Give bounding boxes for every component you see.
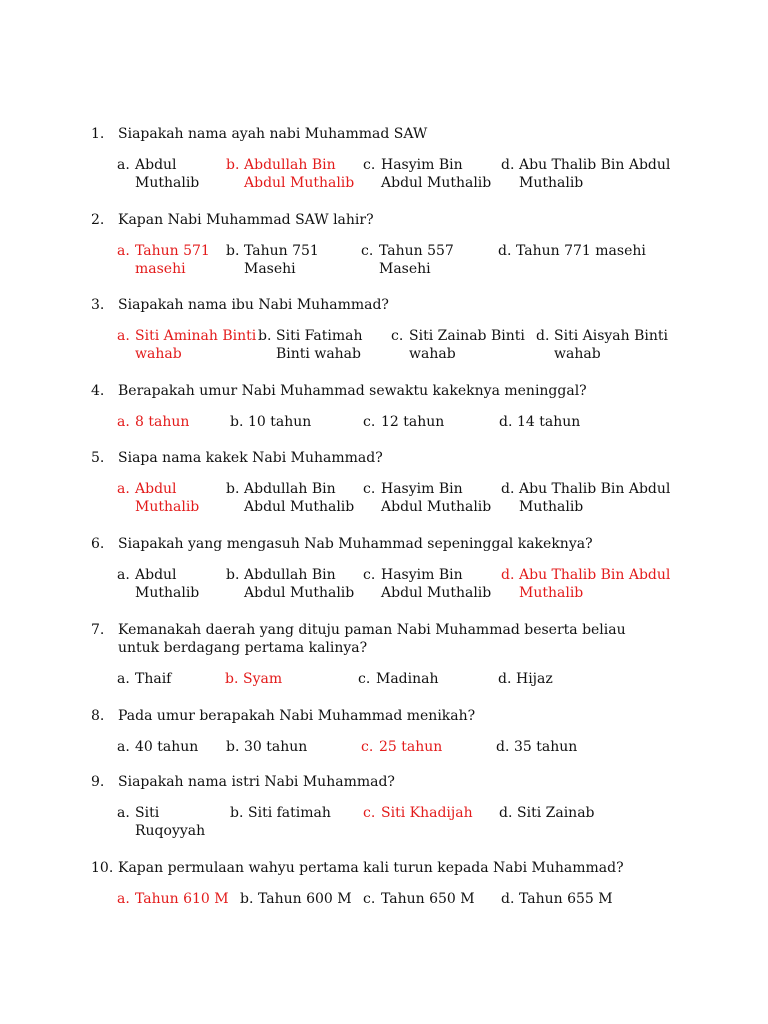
option-text: 14 tahun bbox=[517, 414, 581, 430]
option-letter: a. bbox=[117, 243, 130, 259]
option-letter: c. bbox=[391, 328, 404, 344]
option-letter: b. bbox=[226, 739, 240, 755]
option-text: Abdul Muthalib bbox=[244, 585, 355, 601]
option-text: Tahun 600 M bbox=[258, 891, 352, 907]
option-letter: d. bbox=[499, 805, 513, 821]
option-text: 10 tahun bbox=[248, 414, 312, 430]
option-letter: b. bbox=[240, 891, 254, 907]
option-text: Abdul Muthalib bbox=[381, 175, 492, 191]
option-text: Abu Thalib Bin Abdul bbox=[519, 481, 671, 497]
option-text: 35 tahun bbox=[514, 739, 578, 755]
question-text: Berapakah umur Nabi Muhammad sewaktu kakeknya meninggal? bbox=[118, 383, 587, 399]
option-text: Masehi bbox=[379, 261, 431, 277]
option-text: 12 tahun bbox=[381, 414, 445, 430]
option-text: Binti wahab bbox=[276, 346, 361, 362]
question-number: 1. bbox=[91, 126, 105, 142]
option-letter: b. bbox=[226, 157, 240, 173]
option-letter: c. bbox=[363, 567, 376, 583]
question-number: 7. bbox=[91, 622, 105, 638]
option-text: Thaif bbox=[135, 671, 172, 687]
option-letter: d. bbox=[501, 481, 515, 497]
option-text: Tahun 655 M bbox=[519, 891, 613, 907]
question-number: 10. bbox=[91, 860, 114, 876]
option-text: Ruqoyyah bbox=[135, 823, 206, 839]
option-text: Tahun 650 M bbox=[381, 891, 475, 907]
option-text: Siti fatimah bbox=[248, 805, 331, 821]
option-text: Siti Zainab Binti bbox=[409, 328, 525, 344]
option-text: masehi bbox=[135, 261, 186, 277]
option-letter: a. bbox=[117, 739, 130, 755]
option-text: Siti Aisyah Binti bbox=[554, 328, 669, 344]
option-text: Tahun 571 bbox=[135, 243, 210, 259]
question-number: 5. bbox=[91, 450, 105, 466]
option-letter: d. bbox=[501, 157, 515, 173]
option-letter: d. bbox=[501, 891, 515, 907]
option-letter: d. bbox=[498, 243, 512, 259]
option-letter: c. bbox=[363, 481, 376, 497]
option-text: wahab bbox=[409, 346, 456, 362]
option-letter: c. bbox=[358, 671, 371, 687]
option-text: Abdul Muthalib bbox=[244, 175, 355, 191]
option-text: wahab bbox=[554, 346, 601, 362]
option-text: Syam bbox=[243, 671, 283, 687]
option-text: Siti bbox=[135, 805, 160, 821]
option-letter: b. bbox=[225, 671, 239, 687]
option-text: Siti Aminah Binti bbox=[135, 328, 257, 344]
option-text: Tahun 751 bbox=[244, 243, 319, 259]
option-text: 25 tahun bbox=[379, 739, 443, 755]
option-text: Abdul Muthalib bbox=[381, 499, 492, 515]
option-letter: c. bbox=[361, 243, 374, 259]
question-text: Kapan Nabi Muhammad SAW lahir? bbox=[118, 212, 374, 228]
option-letter: a. bbox=[117, 891, 130, 907]
option-letter: d. bbox=[498, 671, 512, 687]
option-text: Masehi bbox=[244, 261, 296, 277]
option-text: Abdullah Bin bbox=[244, 567, 336, 583]
option-letter: a. bbox=[117, 805, 130, 821]
option-letter: b. bbox=[226, 481, 240, 497]
option-letter: b. bbox=[230, 414, 244, 430]
option-letter: a. bbox=[117, 671, 130, 687]
question-number: 8. bbox=[91, 708, 105, 724]
option-text: Abdullah Bin bbox=[244, 157, 336, 173]
option-text: 40 tahun bbox=[135, 739, 199, 755]
option-letter: d. bbox=[496, 739, 510, 755]
option-text: Hasyim Bin bbox=[381, 157, 463, 173]
option-letter: c. bbox=[361, 739, 374, 755]
option-letter: d. bbox=[501, 567, 515, 583]
option-letter: a. bbox=[117, 157, 130, 173]
option-text: 30 tahun bbox=[244, 739, 308, 755]
question-text: Siapa nama kakek Nabi Muhammad? bbox=[118, 450, 383, 466]
option-text: Madinah bbox=[376, 671, 439, 687]
question-number: 6. bbox=[91, 536, 105, 552]
option-text: 8 tahun bbox=[135, 414, 190, 430]
option-letter: a. bbox=[117, 414, 130, 430]
option-text: Hasyim Bin bbox=[381, 481, 463, 497]
option-text: Hasyim Bin bbox=[381, 567, 463, 583]
question-text: Kapan permulaan wahyu pertama kali turun kepada Nabi Muhammad? bbox=[118, 860, 624, 876]
option-letter: d. bbox=[536, 328, 550, 344]
question-text: Kemanakah daerah yang dituju paman Nabi Muhammad beserta beliau untuk berdagang pertama kalinya? bbox=[118, 622, 626, 656]
option-text: Siti Fatimah bbox=[276, 328, 363, 344]
option-text: Siti Zainab bbox=[517, 805, 595, 821]
option-text: Muthalib bbox=[135, 499, 200, 515]
option-text: Tahun 557 bbox=[379, 243, 454, 259]
question-text: Pada umur berapakah Nabi Muhammad menikah? bbox=[118, 708, 476, 724]
option-letter: a. bbox=[117, 481, 130, 497]
option-text: Abdul Muthalib bbox=[244, 499, 355, 515]
option-letter: c. bbox=[363, 157, 376, 173]
question-text: Siapakah nama ibu Nabi Muhammad? bbox=[118, 297, 389, 313]
option-text: Hijaz bbox=[516, 671, 553, 687]
question-number: 3. bbox=[91, 297, 105, 313]
option-letter: a. bbox=[117, 567, 130, 583]
question-text: Siapakah yang mengasuh Nab Muhammad sepeninggal kakeknya? bbox=[118, 536, 593, 552]
option-text: Muthalib bbox=[519, 499, 584, 515]
question-text: Siapakah nama ayah nabi Muhammad SAW bbox=[118, 126, 428, 142]
option-text: Abdul bbox=[135, 157, 177, 173]
question-number: 4. bbox=[91, 383, 105, 399]
option-text: Tahun 771 masehi bbox=[516, 243, 646, 259]
option-text: Muthalib bbox=[135, 175, 200, 191]
option-letter: b. bbox=[226, 567, 240, 583]
option-text: Tahun 610 M bbox=[135, 891, 229, 907]
option-text: Abu Thalib Bin Abdul bbox=[519, 157, 671, 173]
option-text: Siti Khadijah bbox=[381, 805, 473, 821]
question-number: 9. bbox=[91, 774, 105, 790]
option-text: wahab bbox=[135, 346, 182, 362]
option-text: Muthalib bbox=[135, 585, 200, 601]
question-text: Siapakah nama istri Nabi Muhammad? bbox=[118, 774, 395, 790]
option-text: Muthalib bbox=[519, 175, 584, 191]
option-text: Muthalib bbox=[519, 585, 584, 601]
option-text: Abdul Muthalib bbox=[381, 585, 492, 601]
option-letter: b. bbox=[258, 328, 272, 344]
option-letter: a. bbox=[117, 328, 130, 344]
option-letter: b. bbox=[226, 243, 240, 259]
option-text: Abdullah Bin bbox=[244, 481, 336, 497]
option-text: Abu Thalib Bin Abdul bbox=[519, 567, 671, 583]
option-letter: b. bbox=[230, 805, 244, 821]
option-letter: c. bbox=[363, 891, 376, 907]
option-letter: c. bbox=[363, 414, 376, 430]
option-letter: d. bbox=[499, 414, 513, 430]
option-letter: c. bbox=[363, 805, 376, 821]
question-number: 2. bbox=[91, 212, 105, 228]
option-text: Abdul bbox=[135, 567, 177, 583]
option-text: Abdul bbox=[135, 481, 177, 497]
